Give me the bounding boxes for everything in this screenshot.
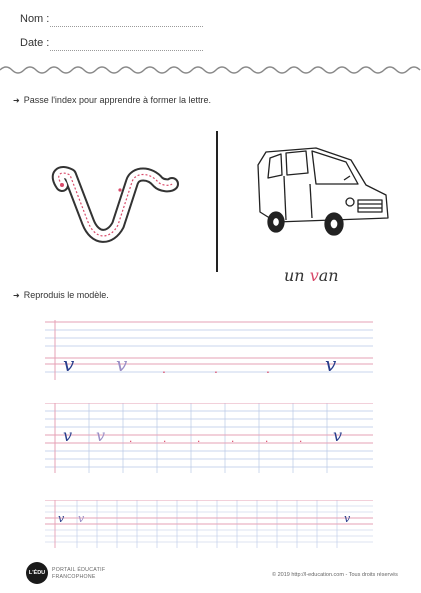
dot-guide: .: [265, 431, 269, 445]
trace-instruction: [13, 95, 211, 105]
model-letter-1-end: v: [325, 352, 337, 376]
name-input-line[interactable]: [50, 26, 203, 27]
date-label: Date :: [20, 37, 50, 49]
trace-instruction-text: Passe l'index pour apprendre à former la lettre.: [23, 95, 212, 105]
portal-name: [52, 567, 105, 581]
van-illustration: [246, 140, 396, 240]
trace-letter-v[interactable]: [40, 150, 180, 250]
direction-arrow-icon: [118, 188, 121, 191]
vertical-divider: [216, 131, 218, 272]
dot-guide: .: [162, 360, 166, 376]
model-letter-1: v: [63, 352, 75, 376]
arrow-right-icon: ➜: [13, 95, 20, 105]
logo-text: L'ÉDU: [28, 570, 46, 576]
word-suffix: an: [318, 266, 339, 285]
arrow-right-icon: ➜: [13, 290, 20, 300]
portal-line-2: FRANCOPHONE: [52, 574, 96, 580]
dot-guide: .: [197, 431, 201, 445]
copyright-text: © 2019 http://l-education.com - Tous droits réservés: [272, 572, 398, 578]
edu-logo: [26, 562, 48, 584]
model-letter-3-end: v: [344, 512, 351, 525]
model-letter-3: v: [58, 512, 65, 525]
word-highlight-letter: v: [309, 266, 319, 285]
copy-instruction-text: Reproduis le modèle.: [23, 290, 109, 300]
dot-guide: .: [129, 431, 133, 445]
model-letter-2: v: [63, 426, 73, 445]
dot-guide: .: [299, 431, 303, 445]
example-word: [284, 266, 339, 285]
practice-grid-large: [45, 320, 373, 380]
dot-guide: .: [214, 360, 218, 376]
word-prefix: un: [284, 266, 310, 285]
practice-grid-small: [45, 500, 373, 548]
portal-line-1: PORTAIL ÉDUCATIF: [52, 567, 106, 573]
copy-instruction: [13, 290, 109, 300]
start-dot-icon: [60, 183, 64, 187]
practice-grid-medium: [45, 403, 373, 473]
dot-guide: .: [163, 431, 167, 445]
model-letter-1-light: v: [116, 352, 128, 376]
dot-guide: .: [231, 431, 235, 445]
date-input-line[interactable]: [50, 50, 203, 51]
dot-guide: .: [266, 360, 270, 376]
wavy-divider: [0, 62, 421, 78]
model-letter-2-light: v: [96, 426, 106, 445]
model-letter-3-light: v: [78, 512, 85, 525]
model-letter-2-end: v: [333, 426, 343, 445]
name-label: Nom :: [20, 13, 50, 25]
